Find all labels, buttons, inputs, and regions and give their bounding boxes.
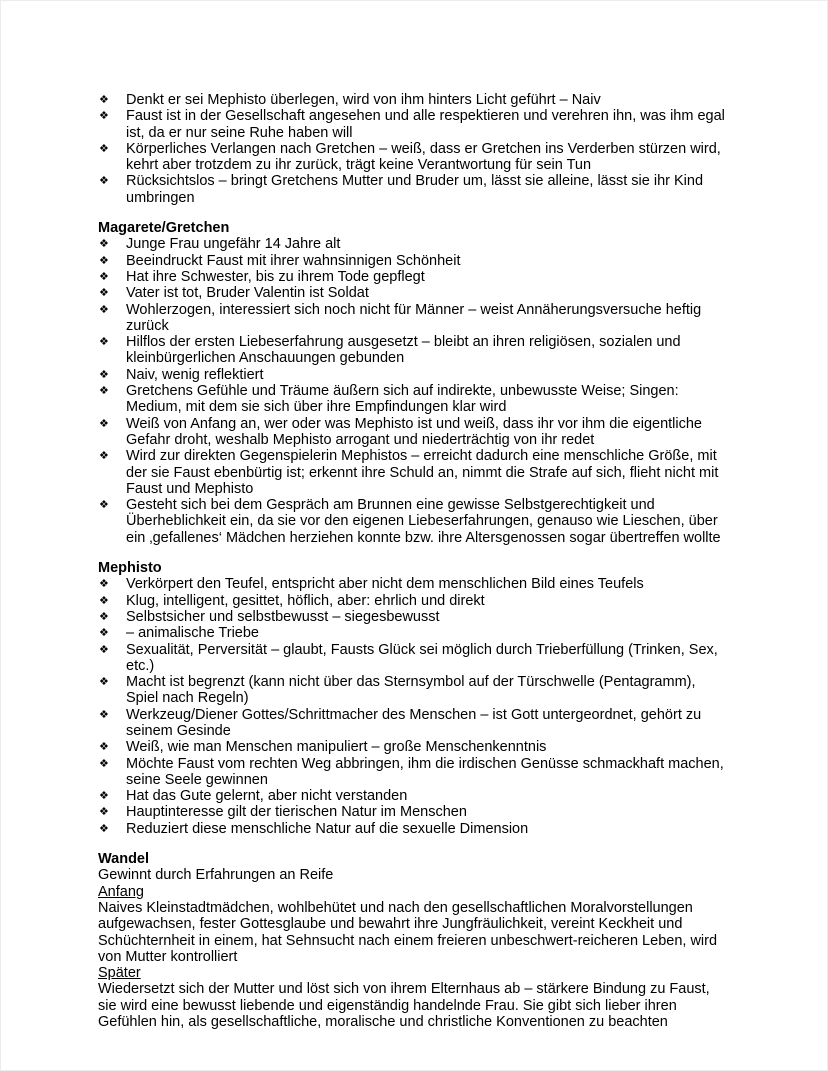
- diamond-bullet-icon: ❖: [99, 336, 109, 349]
- bullet-text: Möchte Faust vom rechten Weg abbringen, ihm die irdischen Genüsse schmackhaft machen, seine Seele gewinnen: [126, 755, 724, 788]
- list-item: [98, 448, 727, 497]
- list-item: [98, 285, 727, 301]
- list-item: [98, 674, 727, 707]
- diamond-bullet-icon: ❖: [99, 578, 109, 591]
- section-heading-wandel: Wandel: [98, 851, 150, 868]
- bullet-text: Wohlerzogen, interessiert sich noch nicht für Männer – weist Annäherungsversuche heftig zurück: [126, 301, 702, 334]
- diamond-bullet-icon: ❖: [99, 175, 109, 188]
- bullet-text: Verkörpert den Teufel, entspricht aber nicht dem menschlichen Bild eines Teufels: [126, 576, 644, 593]
- bullet-text: Weiß von Anfang an, wer oder was Mephisto ist und weiß, dass ihr vor ihm die eigentliche Gefahr droht, weshalb Mephisto arrogant und niederträchtig von ihr redet: [126, 415, 702, 448]
- list-item: [98, 739, 727, 755]
- mephisto-bullet-list: [98, 576, 727, 837]
- diamond-bullet-icon: ❖: [99, 741, 109, 754]
- bullet-text: Rücksichtslos – bringt Gretchens Mutter und Bruder um, lässt sie alleine, lässt sie ihr Kind umbringen: [126, 173, 704, 206]
- list-item: [98, 302, 727, 335]
- diamond-bullet-icon: ❖: [99, 368, 109, 381]
- list-item: [98, 497, 727, 546]
- bullet-text: Gretchens Gefühle und Träume äußern sich auf indirekte, unbewusste Weise; Singen: Medium, mit dem sie sich über ihre Empfindungen klar wird: [126, 383, 679, 416]
- bullet-text: Hat ihre Schwester, bis zu ihrem Tode gepflegt: [126, 268, 425, 285]
- bullet-text: Faust ist in der Gesellschaft angesehen und alle respektieren und verehren ihn, was ihm egal ist, da er nur seine Ruhe haben will: [126, 108, 725, 141]
- list-item: [98, 788, 727, 804]
- diamond-bullet-icon: ❖: [99, 287, 109, 300]
- bullet-text: Macht ist begrenzt (kann nicht über das Sternsymbol auf der Türschwelle (Pentagramm), Spiel nach Regeln): [126, 674, 696, 707]
- bullet-text: Körperliches Verlangen nach Gretchen – weiß, dass er Gretchen ins Verderben stürzen wird, kehrt aber trotzdem zu ihr zurück, trägt keine Verantwortung für sein Tun: [126, 140, 721, 174]
- diamond-bullet-icon: ❖: [99, 790, 109, 803]
- wandel-spaeter-label: Später: [98, 965, 141, 982]
- bullet-text: Hat das Gute gelernt, aber nicht verstanden: [126, 788, 408, 805]
- gretchen-bullet-list: [98, 236, 727, 546]
- list-item: [98, 367, 727, 383]
- list-item: [98, 756, 727, 789]
- list-item: [98, 821, 727, 837]
- diamond-bullet-icon: ❖: [99, 627, 109, 640]
- wandel-intro-text: Gewinnt durch Erfahrungen an Reife: [98, 867, 334, 884]
- list-item: [98, 804, 727, 820]
- list-item: [98, 416, 727, 449]
- diamond-bullet-icon: ❖: [99, 499, 109, 512]
- diamond-bullet-icon: ❖: [99, 254, 109, 267]
- diamond-bullet-icon: ❖: [99, 643, 109, 656]
- bullet-text: Beeindruckt Faust mit ihrer wahnsinnigen Schönheit: [126, 252, 461, 269]
- diamond-bullet-icon: ❖: [99, 303, 109, 316]
- diamond-bullet-icon: ❖: [99, 806, 109, 819]
- list-item: [98, 173, 727, 206]
- list-item: [98, 141, 727, 174]
- diamond-bullet-icon: ❖: [99, 94, 109, 106]
- list-item: [98, 609, 727, 625]
- diamond-bullet-icon: ❖: [99, 142, 109, 155]
- list-item: [98, 236, 727, 252]
- diamond-bullet-icon: ❖: [99, 450, 109, 463]
- intro-bullet-list: [98, 92, 727, 206]
- bullet-text: Hauptinteresse gilt der tierischen Natur im Menschen: [126, 804, 467, 821]
- list-item: [98, 108, 727, 141]
- wandel-spaeter-text: Wiedersetzt sich der Mutter und löst sich von ihrem Elternhaus ab – stärkere Bindung zu Faust, sie wird eine bewusst liebende und eigenständig handelnde Frau. Sie gibt sich lieber ihren Gefühlen hin, als gesellschaftliche, moralische und christliche Konventionen zu beachten: [98, 981, 710, 1031]
- bullet-text: Reduziert diese menschliche Natur auf die sexuelle Dimension: [126, 820, 529, 837]
- diamond-bullet-icon: ❖: [99, 822, 109, 835]
- wandel-anfang-label: Anfang: [98, 883, 144, 900]
- bullet-text: Selbstsicher und selbstbewusst – siegesbewusst: [126, 608, 440, 625]
- diamond-bullet-icon: ❖: [99, 708, 109, 721]
- bullet-text: Wird zur direkten Gegenspielerin Mephistos – erreicht dadurch eine menschliche Größe, mit der sie Faust ebenbürtig ist; erkennt ihre Schuld an, nimmt die Strafe auf sich, flieht nicht mit Faust und Mephisto: [126, 448, 719, 497]
- bullet-text: Werkzeug/Diener Gottes/Schrittmacher des Menschen – ist Gott untergeordnet, gehört zu seinem Gesinde: [126, 706, 702, 739]
- bullet-text: Weiß, wie man Menschen manipuliert – große Menschenkenntnis: [126, 739, 547, 756]
- bullet-text: – animalische Triebe: [126, 625, 259, 642]
- diamond-bullet-icon: ❖: [99, 757, 109, 770]
- list-item: [98, 593, 727, 609]
- diamond-bullet-icon: ❖: [99, 385, 109, 398]
- list-item: [98, 269, 727, 285]
- bullet-text: Junge Frau ungefähr 14 Jahre alt: [126, 236, 341, 253]
- diamond-bullet-icon: ❖: [99, 110, 109, 123]
- section-heading-mephisto: Mephisto: [98, 560, 162, 577]
- diamond-bullet-icon: ❖: [99, 417, 109, 430]
- diamond-bullet-icon: ❖: [99, 610, 109, 623]
- bullet-text: Gesteht sich bei dem Gespräch am Brunnen eine gewisse Selbstgerechtigkeit und Überheblichkeit ein, da sie vor den eigenen Liebeserfahrungen, genauso wie Lieschen, über ein ‚gefallenes‘ Mädchen herziehen konnte bzw. ihre Altersgenossen sogar übertreffen wollte: [126, 497, 721, 546]
- wandel-anfang-text: Naives Kleinstadtmädchen, wohlbehütet und nach den gesellschaftlichen Moralvorstellungen aufgewachsen, fester Gottesglaube und bewahrt ihre Jungfräulichkeit, vereint Keckheit und Schüchternheit in einem, hat Sehnsucht nach einem freieren unbeschwert-reicheren Leben, wird von Mutter kontrolliert: [98, 899, 718, 965]
- list-item: [98, 253, 727, 269]
- list-item: [98, 625, 727, 641]
- list-item: [98, 334, 727, 367]
- diamond-bullet-icon: ❖: [99, 676, 109, 689]
- list-item: [98, 707, 727, 740]
- diamond-bullet-icon: ❖: [99, 594, 109, 607]
- diamond-bullet-icon: ❖: [99, 238, 109, 251]
- bullet-text: Klug, intelligent, gesittet, höflich, aber: ehrlich und direkt: [126, 592, 485, 609]
- bullet-text: Naiv, wenig reflektiert: [126, 366, 264, 383]
- bullet-text: Denkt er sei Mephisto überlegen, wird von ihm hinters Licht geführt – Naiv: [126, 92, 601, 108]
- bullet-text: Vater ist tot, Bruder Valentin ist Soldat: [126, 285, 369, 302]
- list-item: [98, 92, 727, 108]
- list-item: [98, 383, 727, 416]
- section-heading-gretchen: Magarete/Gretchen: [98, 220, 230, 237]
- diamond-bullet-icon: ❖: [99, 270, 109, 283]
- list-item: [98, 576, 727, 592]
- list-item: [98, 642, 727, 675]
- bullet-text: Sexualität, Perversität – glaubt, Fausts Glück sei möglich durch Trieberfüllung (Trinken, Sex, etc.): [126, 641, 718, 674]
- bullet-text: Hilflos der ersten Liebeserfahrung ausgesetzt – bleibt an ihren religiösen, sozialen und kleinbürgerlichen Anschauungen gebunden: [126, 334, 681, 367]
